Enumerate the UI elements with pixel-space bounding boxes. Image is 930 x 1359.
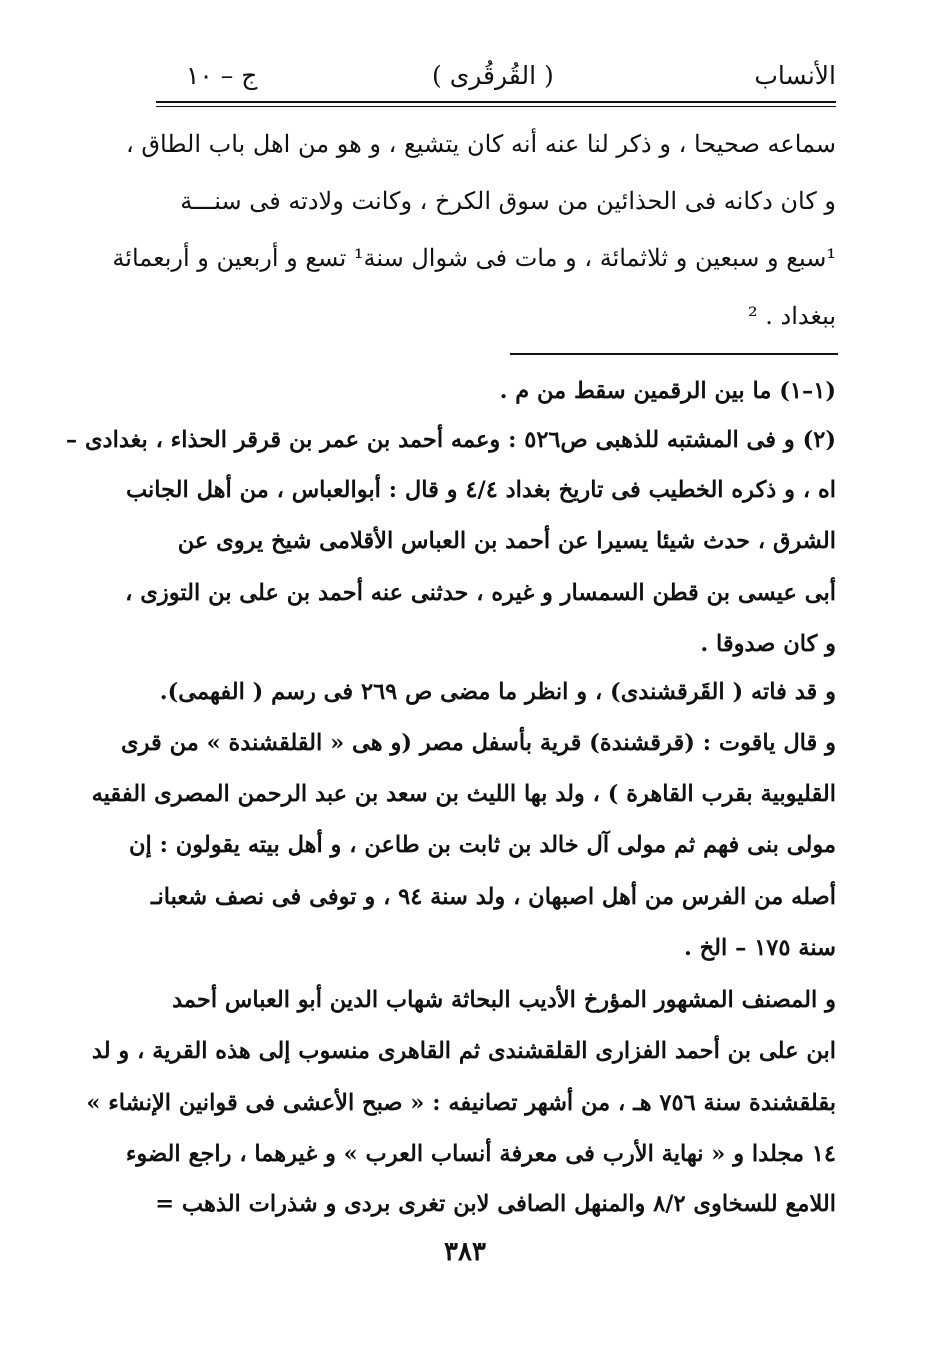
footnote-line: أصله من الفرس من أهل اصبهان ، ولد سنة ٩٤ ، و توفى فى نصف شعبانـ — [150, 884, 836, 910]
body-line: و كان دكانه فى الحذائين من سوق الكرخ ، وكانت ولادته فى سنـــة — [180, 187, 836, 215]
body-line: ¹سبع و سبعين و ثلاثمائة ، و مات فى شوال سنة¹ تسع و أربعين و أربعمائة — [112, 244, 836, 272]
running-head-title: الأنساب — [754, 61, 836, 90]
running-head-volume: ج – ١٠ — [186, 61, 258, 90]
footnote-line: ١٤ مجلدا و « نهاية الأرب فى معرفة أنساب العرب » و غيرهما ، راجع الضوء — [125, 1141, 836, 1167]
footnote-line: و المصنف المشهور المؤرخ الأديب البحاثة شهاب الدين أبو العباس أحمد — [172, 987, 836, 1013]
footnote-line: مولى بنى فهم ثم مولى آل خالد بن ثابت بن طاعن ، و أهل بيته يقولون : إن — [128, 832, 836, 858]
page-number: ٣٨٣ — [444, 1237, 486, 1267]
footnote-line: اه ، و ذكره الخطيب فى تاريخ بغداد ٤/٤ و قال : أبوالعباس ، من أهل الجانب — [125, 477, 836, 503]
body-line: ببغداد . ² — [748, 302, 836, 330]
footnote-line: أبى عيسى بن قطن السمسار و غيره ، حدثنى عنه أحمد بن على بن التوزى ، — [125, 580, 836, 606]
footnote-line: القليوبية بقرب القاهرة ) ، ولد بها الليث بن سعد بن عبد الرحمن المصرى الفقيه — [91, 781, 836, 807]
running-head-entry: ( القُرقُرى ) — [432, 61, 554, 90]
body-line: سماعه صحيحا ، و ذكر لنا عنه أنه كان يتشيع ، و هو من اهل باب الطاق ، — [126, 130, 836, 158]
footnote-line: و كان صدوقا . — [700, 631, 836, 657]
footnote-separator — [510, 353, 838, 355]
footnote-line: اللامع للسخاوى ٨/٢ والمنهل الصافى لابن تغرى بردى و شذرات الذهب = — [155, 1191, 836, 1217]
footnote-line: بقلقشندة سنة ٧٥٦ هـ ، من أشهر تصانيفه : « صبح الأعشى فى قوانين الإنشاء » — [86, 1090, 836, 1116]
header-double-rule-bottom — [156, 106, 836, 107]
footnote-line: سنة ١٧٥ – الخ . — [683, 935, 836, 961]
footnote-line: (١–١) ما بين الرقمين سقط من م . — [499, 378, 836, 404]
header-double-rule-top — [156, 101, 836, 103]
footnote-line: ابن على بن أحمد الفزارى القلقشندى ثم القاهرى منسوب إلى هذه القرية ، و لد — [91, 1038, 836, 1064]
footnote-line: الشرق ، حدث شيئا يسيرا عن أحمد بن العباس الأقلامى شيخ يروى عن — [177, 528, 836, 554]
footnote-line: و قال ياقوت : (قرقشندة) قرية بأسفل مصر (و هى « القلقشندة » من قرى — [120, 730, 836, 756]
footnote-line: (٢) و فى المشتبه للذهبى ص٥٢٦ : وعمه أحمد بن عمر بن قرقر الحذاء ، بغدادى – — [65, 427, 836, 453]
footnote-line: و قد فاته ( القَرقشندى) ، و انظر ما مضى ص ٢٦٩ فى رسم ( الفهمى). — [159, 679, 836, 705]
